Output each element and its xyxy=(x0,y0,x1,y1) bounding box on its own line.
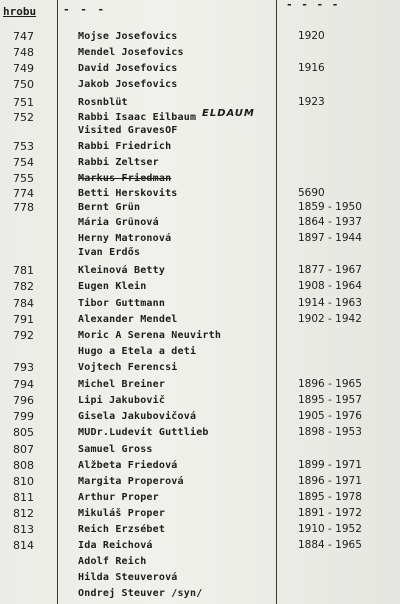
table-row xyxy=(0,360,400,375)
grave-number: 792 xyxy=(13,329,34,342)
life-years: 1899 - 1971 xyxy=(298,459,362,471)
person-name: Margita Properová xyxy=(78,476,184,487)
grave-number: 752 xyxy=(13,111,34,124)
person-name: Samuel Gross xyxy=(78,444,153,455)
person-name: Adolf Reich xyxy=(78,556,147,567)
life-years: 1895 - 1978 xyxy=(298,491,362,503)
table-row xyxy=(0,95,400,110)
grave-number: 774 xyxy=(13,187,34,200)
life-years: 1914 - 1963 xyxy=(298,297,362,309)
person-name: Mojse Josefovics xyxy=(78,31,178,42)
person-name: MUDr.Ludevit Guttlieb xyxy=(78,427,209,438)
person-name: Mikuláš Proper xyxy=(78,508,166,519)
table-row xyxy=(0,538,400,553)
grave-number: 793 xyxy=(13,361,34,374)
table-row xyxy=(0,554,400,569)
table-row xyxy=(0,328,400,343)
person-name: Markus Friedman xyxy=(78,173,172,184)
person-name: Mendel Josefovics xyxy=(78,47,184,58)
table-row xyxy=(0,171,400,186)
person-name: Eugen Klein xyxy=(78,281,147,292)
person-name: Vojtech Ferencsi xyxy=(78,362,178,373)
grave-number: 753 xyxy=(13,140,34,153)
person-name: Alžbeta Friedová xyxy=(78,460,178,471)
table-row xyxy=(0,29,400,44)
table-row xyxy=(0,45,400,60)
grave-number: 751 xyxy=(13,96,34,109)
table-row xyxy=(0,474,400,489)
person-name: Tibor Guttmann xyxy=(78,298,166,309)
grave-number: 808 xyxy=(13,459,34,472)
table-row xyxy=(0,215,400,230)
table-row xyxy=(0,231,400,246)
table-row xyxy=(0,123,400,138)
grave-number: 811 xyxy=(13,491,34,504)
table-row xyxy=(0,490,400,505)
life-years: 1891 - 1972 xyxy=(298,507,362,519)
life-years: 1896 - 1971 xyxy=(298,475,362,487)
person-name: Visited GravesOF xyxy=(78,125,178,136)
life-years: 1902 - 1942 xyxy=(298,313,362,325)
life-years: 5690 xyxy=(298,187,325,199)
life-years: 1910 - 1952 xyxy=(298,523,362,535)
life-years: 1877 - 1967 xyxy=(298,264,362,276)
life-years: 1916 xyxy=(298,62,325,74)
grave-number: 781 xyxy=(13,264,34,277)
table-row xyxy=(0,377,400,392)
grave-number: 813 xyxy=(13,523,34,536)
table-row xyxy=(0,522,400,537)
life-years: 1905 - 1976 xyxy=(298,410,362,422)
person-name: Lipi Jakubovič xyxy=(78,395,166,406)
table-row xyxy=(0,155,400,170)
grave-number: 754 xyxy=(13,156,34,169)
table-row xyxy=(0,245,400,260)
person-name: Gisela Jakubovičová xyxy=(78,411,197,422)
person-name: David Josefovics xyxy=(78,63,178,74)
life-years: 1895 - 1957 xyxy=(298,394,362,406)
table-row xyxy=(0,586,400,601)
grave-number: 778 xyxy=(13,201,34,214)
grave-number: 782 xyxy=(13,280,34,293)
table-row xyxy=(0,570,400,585)
life-years: 1864 - 1937 xyxy=(298,216,362,228)
grave-number: 799 xyxy=(13,410,34,423)
person-name: Rabbi Friedrich xyxy=(78,141,172,152)
table-row xyxy=(0,279,400,294)
life-years: 1908 - 1964 xyxy=(298,280,362,292)
life-years: 1884 - 1965 xyxy=(298,539,362,551)
handwritten-note: ELDAUM xyxy=(202,108,255,119)
grave-number: 748 xyxy=(13,46,34,59)
person-name: Ivan Erdős xyxy=(78,247,141,258)
table-row xyxy=(0,425,400,440)
person-name: Michel Breiner xyxy=(78,379,166,390)
table-row xyxy=(0,506,400,521)
table-row xyxy=(0,393,400,408)
table-row xyxy=(0,312,400,327)
life-years: 1898 - 1953 xyxy=(298,426,362,438)
grave-number: 814 xyxy=(13,539,34,552)
grave-number: 747 xyxy=(13,30,34,43)
table-row xyxy=(0,458,400,473)
table-row xyxy=(0,442,400,457)
grave-number: 755 xyxy=(13,172,34,185)
grave-number: 784 xyxy=(13,297,34,310)
column-header-grave-number: hrobu xyxy=(3,5,37,18)
table-row xyxy=(0,409,400,424)
person-name: Betti Herskovits xyxy=(78,188,178,199)
person-name: Arthur Proper xyxy=(78,492,159,503)
grave-number: 794 xyxy=(13,378,34,391)
life-years: 1920 xyxy=(298,30,325,42)
person-name: Reich Erzsébet xyxy=(78,524,166,535)
grave-number: 812 xyxy=(13,507,34,520)
table-row xyxy=(0,200,400,215)
grave-number: 749 xyxy=(13,62,34,75)
table-row xyxy=(0,139,400,154)
grave-number: 805 xyxy=(13,426,34,439)
table-row xyxy=(0,77,400,92)
person-name: Herny Matronová xyxy=(78,233,172,244)
table-row xyxy=(0,296,400,311)
table-row xyxy=(0,344,400,359)
grave-number: 796 xyxy=(13,394,34,407)
person-name: Hilda Steuverová xyxy=(78,572,178,583)
person-name: Alexander Mendel xyxy=(78,314,178,325)
life-years: 1923 xyxy=(298,96,325,108)
person-name: Rosnblüt xyxy=(78,97,128,108)
table-row xyxy=(0,61,400,76)
table-row xyxy=(0,186,400,201)
life-years: 1859 - 1950 xyxy=(298,201,362,213)
person-name: Jakob Josefovics xyxy=(78,79,178,90)
person-name: Rabbi Isaac Eilbaum xyxy=(78,112,197,123)
person-name: Mária Grünová xyxy=(78,217,159,228)
table-row xyxy=(0,263,400,278)
column-header-name: - - - xyxy=(63,3,107,16)
person-name: Ida Reichová xyxy=(78,540,153,551)
grave-number: 810 xyxy=(13,475,34,488)
grave-number: 791 xyxy=(13,313,34,326)
grave-number: 807 xyxy=(13,443,34,456)
grave-number: 750 xyxy=(13,78,34,91)
life-years: 1897 - 1944 xyxy=(298,232,362,244)
person-name: Kleinová Betty xyxy=(78,265,166,276)
column-header-years: - - - - xyxy=(286,0,340,11)
person-name: Rabbi Zeltser xyxy=(78,157,159,168)
person-name: Bernt Grün xyxy=(78,202,141,213)
person-name: Ondrej Steuver /syn/ xyxy=(78,588,203,599)
person-name: Hugo a Etela a deti xyxy=(78,346,197,357)
person-name: Moric A Serena Neuvirth xyxy=(78,330,222,341)
life-years: 1896 - 1965 xyxy=(298,378,362,390)
